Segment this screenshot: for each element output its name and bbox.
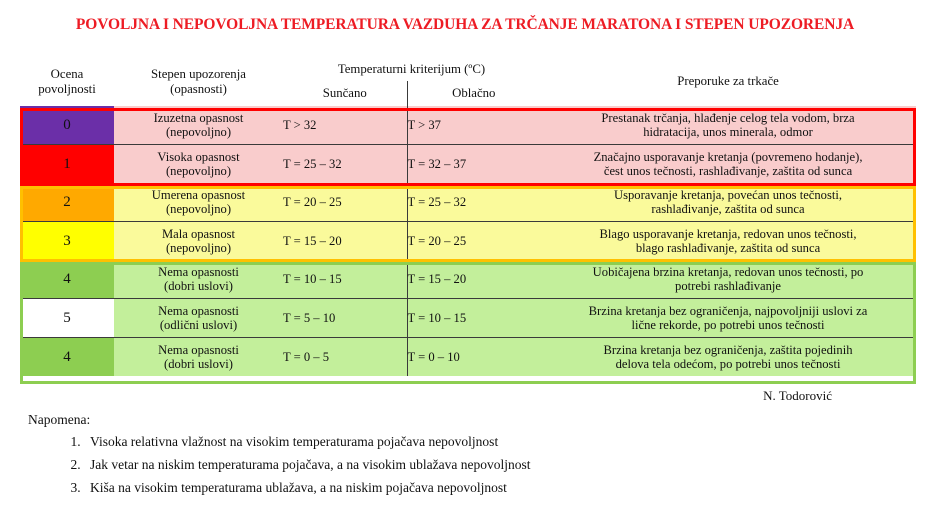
table-row bbox=[20, 299, 916, 338]
cell-temp-cloudy: T = 20 – 25 bbox=[407, 222, 540, 261]
header-score-line2: povoljnosti bbox=[38, 82, 96, 96]
cell-level-line1: Mala opasnost bbox=[161, 226, 236, 241]
table-row bbox=[20, 338, 916, 377]
cell-temp-sunny: T = 20 – 25 bbox=[283, 183, 407, 222]
cell-temp-sunny: T = 25 – 32 bbox=[283, 145, 407, 184]
cell-temp-cloudy: T > 37 bbox=[407, 106, 540, 145]
cell-rec-line1: Blago usporavanje kretanja, redovan unos tečnosti, bbox=[599, 226, 857, 241]
criteria-table bbox=[20, 58, 916, 376]
cell-score: 0 bbox=[20, 106, 114, 145]
header-recommendations: Preporuke za trkače bbox=[540, 58, 916, 106]
header-temp-cloudy: Oblačno bbox=[407, 81, 540, 106]
page-title: POVOLJNA I NEPOVOLJNA TEMPERATURA VAZDUHA ZA TRČANJE MARATONA I STEPEN UPOZORENJA bbox=[75, 16, 855, 33]
cell-score: 4 bbox=[20, 338, 114, 377]
cell-temp-cloudy: T = 32 – 37 bbox=[407, 145, 540, 184]
cell-rec-line1: Značajno usporavanje kretanja (povremeno hodanje), bbox=[593, 149, 863, 164]
cell-recommendation bbox=[540, 299, 916, 338]
cell-level-line2: (nepovoljno) bbox=[165, 241, 232, 255]
cell-recommendation bbox=[540, 222, 916, 261]
cell-warning-level bbox=[114, 145, 283, 184]
cell-level-line2: (nepovoljno) bbox=[165, 125, 232, 139]
cell-rec-line1: Brzina kretanja bez ograničenja, najpovoljniji uslovi za bbox=[588, 303, 868, 318]
header-level-line2: (opasnosti) bbox=[170, 82, 227, 96]
cell-temp-cloudy: T = 15 – 20 bbox=[407, 260, 540, 299]
cell-level-line1: Visoka opasnost bbox=[157, 149, 240, 164]
table-header bbox=[20, 58, 916, 106]
criteria-table-wrapper bbox=[20, 58, 916, 386]
table-row bbox=[20, 145, 916, 184]
header-level-line1: Stepen upozorenja bbox=[151, 66, 246, 81]
cell-rec-line1: Usporavanje kretanja, povećan unos tečnosti, bbox=[614, 187, 843, 202]
cell-temp-cloudy: T = 0 – 10 bbox=[407, 338, 540, 377]
cell-warning-level bbox=[114, 260, 283, 299]
table-row bbox=[20, 183, 916, 222]
cell-level-line1: Izuzetna opasnost bbox=[153, 110, 244, 125]
cell-rec-line1: Prestanak trčanja, hlađenje celog tela vodom, brza bbox=[601, 110, 855, 125]
cell-temp-sunny: T = 0 – 5 bbox=[283, 338, 407, 377]
header-temperature-group: Temperaturni kriterijum (ºC) bbox=[283, 58, 540, 81]
list-item: 2. Jak vetar na niskim temperaturama pojačava, a na visokim ublažava nepovoljnost bbox=[84, 453, 530, 476]
header-row-top bbox=[20, 58, 916, 81]
header-score-line1: Ocena bbox=[50, 66, 84, 81]
notes-list bbox=[58, 430, 530, 500]
cell-recommendation bbox=[540, 260, 916, 299]
list-item: 1. Visoka relativna vlažnost na visokim temperaturama pojačava nepovoljnost bbox=[84, 430, 530, 453]
cell-level-line2: (nepovoljno) bbox=[165, 202, 232, 216]
cell-warning-level bbox=[114, 106, 283, 145]
cell-rec-line1: Uobičajena brzina kretanja, redovan unos tečnosti, po bbox=[592, 264, 864, 279]
cell-rec-line2: hidratacija, unos minerala, odmor bbox=[643, 125, 813, 139]
cell-level-line2: (odlični uslovi) bbox=[159, 318, 238, 332]
cell-rec-line2: lične rekorde, po potrebi unos tečnosti bbox=[631, 318, 825, 332]
cell-level-line1: Nema opasnosti bbox=[158, 303, 239, 318]
cell-score: 2 bbox=[20, 183, 114, 222]
header-score bbox=[20, 58, 114, 106]
list-item: 3. Kiša na visokim temperaturama ublažava, a na niskim pojačava nepovoljnost bbox=[84, 476, 530, 499]
cell-level-line1: Umerena opasnost bbox=[151, 187, 246, 202]
cell-recommendation bbox=[540, 106, 916, 145]
table-row bbox=[20, 222, 916, 261]
cell-temp-cloudy: T = 10 – 15 bbox=[407, 299, 540, 338]
cell-rec-line2: čest unos tečnosti, rashlađivanje, zaštita od sunca bbox=[603, 164, 853, 178]
cell-rec-line2: delova tela odećom, po potrebi unos tečnosti bbox=[615, 357, 841, 371]
table-row bbox=[20, 106, 916, 145]
cell-rec-line2: rashlađivanje, zaštita od sunca bbox=[651, 202, 805, 216]
cell-score: 3 bbox=[20, 222, 114, 261]
cell-recommendation bbox=[540, 338, 916, 377]
cell-warning-level bbox=[114, 222, 283, 261]
cell-level-line1: Nema opasnosti bbox=[158, 342, 239, 357]
cell-score: 5 bbox=[20, 299, 114, 338]
cell-score: 4 bbox=[20, 260, 114, 299]
notes-label: Napomena: bbox=[28, 412, 91, 427]
cell-level-line1: Nema opasnosti bbox=[158, 264, 239, 279]
cell-warning-level bbox=[114, 338, 283, 377]
cell-level-line2: (dobri uslovi) bbox=[164, 357, 233, 371]
header-warning-level bbox=[114, 58, 283, 106]
cell-temp-sunny: T > 32 bbox=[283, 106, 407, 145]
cell-warning-level bbox=[114, 299, 283, 338]
cell-temp-sunny: T = 5 – 10 bbox=[283, 299, 407, 338]
cell-rec-line2: blago rashlađivanje, zaštita od sunca bbox=[635, 241, 821, 255]
cell-level-line2: (nepovoljno) bbox=[165, 164, 232, 178]
cell-temp-sunny: T = 15 – 20 bbox=[283, 222, 407, 261]
cell-rec-line1: Brzina kretanja bez ograničenja, zaštita pojedinih bbox=[603, 342, 853, 357]
table-body bbox=[20, 106, 916, 376]
cell-recommendation bbox=[540, 145, 916, 184]
cell-temp-sunny: T = 10 – 15 bbox=[283, 260, 407, 299]
header-temp-sunny: Sunčano bbox=[283, 81, 407, 106]
cell-level-line2: (dobri uslovi) bbox=[164, 279, 233, 293]
cell-score: 1 bbox=[20, 145, 114, 184]
author-credit: N. Todorović bbox=[763, 388, 832, 403]
cell-rec-line2: potrebi rashlađivanje bbox=[675, 279, 781, 293]
table-row bbox=[20, 260, 916, 299]
cell-recommendation bbox=[540, 183, 916, 222]
cell-warning-level bbox=[114, 183, 283, 222]
cell-temp-cloudy: T = 25 – 32 bbox=[407, 183, 540, 222]
